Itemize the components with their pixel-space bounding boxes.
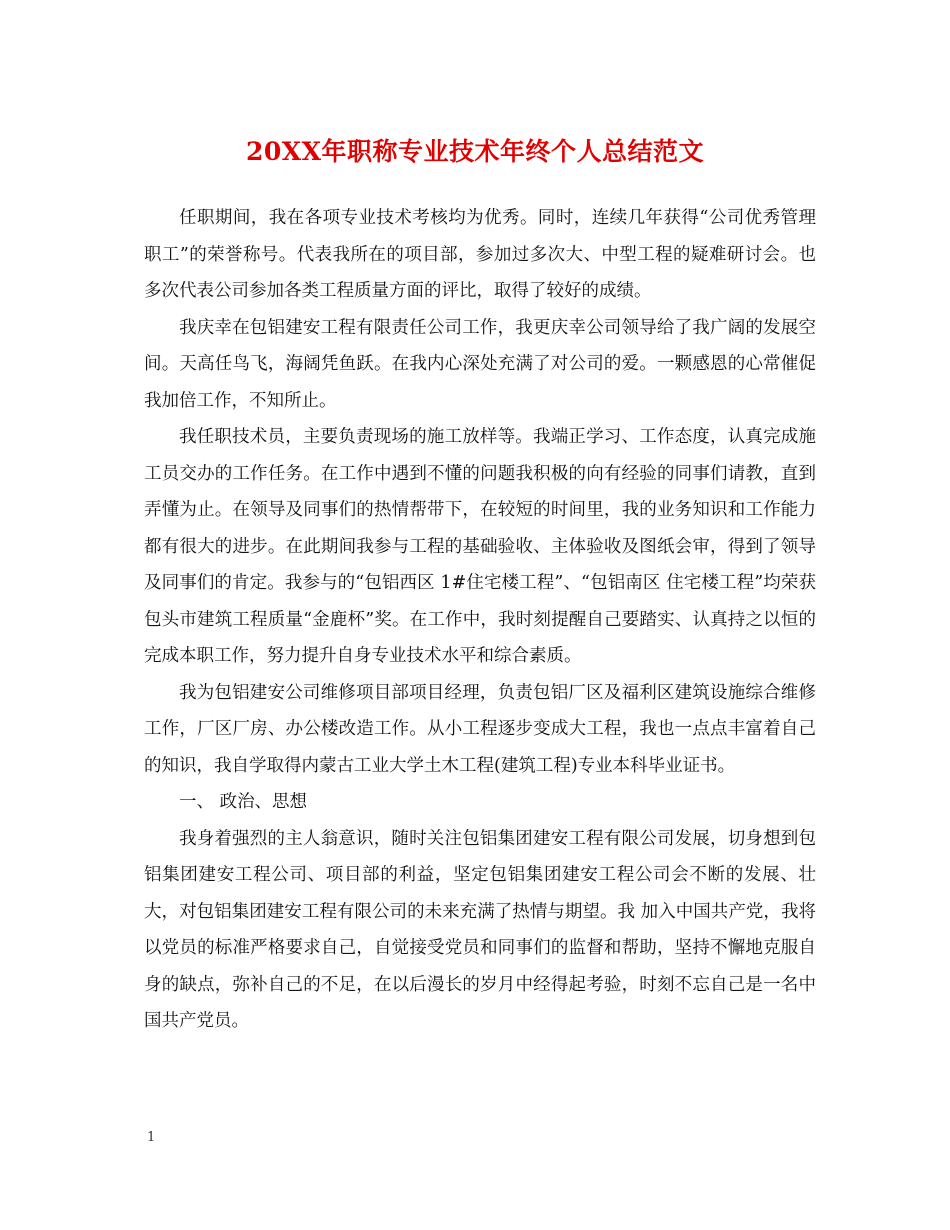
section-paragraph: 我身着强烈的主人翁意识，随时关注包铝集团建安工程有限公司发展，切身想到包铝集团建安工程公司、项目部的利益，坚定包铝集团建安工程公司会不断的发展、壮大，对包铝集团建安工程有限公司的未来充满了热情与期望。我 加入中国共产党，我将以党员的标准严格要求自己，自觉接受党员和同事们的监督和帮助，坚持不懈地克服自身的缺点，弥补自己的不足，在以后漫长的岁月中经得起考验，时刻不忘自己是一名中国共产党员。 — [144, 828, 816, 1031]
document-title: 20XX年职称专业技术年终个人总结范文 — [245, 137, 705, 166]
paragraph-3: 我任职技术员，主要负责现场的施工放样等。我端正学习、工作态度，认真完成施工员交办的工作任务。在工作中遇到不懂的问题我积极的向有经验的同事们请教，直到弄懂为止。在领导及同事们的热情帮带下，在较短的时间里，我的业务知识和工作能力都有很大的进步。在此期间我参与工程的基础验收、主体验收及图纸会审，得到了领导及同事们的肯定。我参与的“包铝西区 1#住宅楼工程”、“包铝南区 住宅楼工程”均荣获包头市建筑工程质量“金鹿杯”奖。在工作中，我时刻提醒自己要踏实、认真持之以恒的完成本职工作，努力提升自身专业技术水平和综合素质。 — [144, 427, 816, 666]
document-body — [144, 200, 816, 1040]
paragraph-4: 我为包铝建安公司维修项目部项目经理，负责包铝厂区及福利区建筑设施综合维修工作，厂区厂房、办公楼改造工作。从小工程逐步变成大工程，我也一点点丰富着自己的知识，我自学取得内蒙古工业大学土木工程(建筑工程)专业本科毕业证书。 — [144, 682, 816, 776]
page-number: 1 — [147, 1130, 156, 1145]
paragraph-1: 任职期间，我在各项专业技术考核均为优秀。同时，连续几年获得“公司优秀管理职工”的荣誉称号。代表我所在的项目部，参加过多次大、中型工程的疑难研讨会。也多次代表公司参加各类工程质量方面的评比，取得了较好的成绩。 — [144, 208, 816, 301]
section-heading: 一、 政治、思想 — [179, 792, 308, 812]
paragraph-2: 我庆幸在包铝建安工程有限责任公司工作，我更庆幸公司领导给了我广阔的发展空间。天高任鸟飞，海阔凭鱼跃。在我内心深处充满了对公司的爱。一颗感恩的心常催促我加倍工作，不知所止。 — [144, 317, 816, 411]
